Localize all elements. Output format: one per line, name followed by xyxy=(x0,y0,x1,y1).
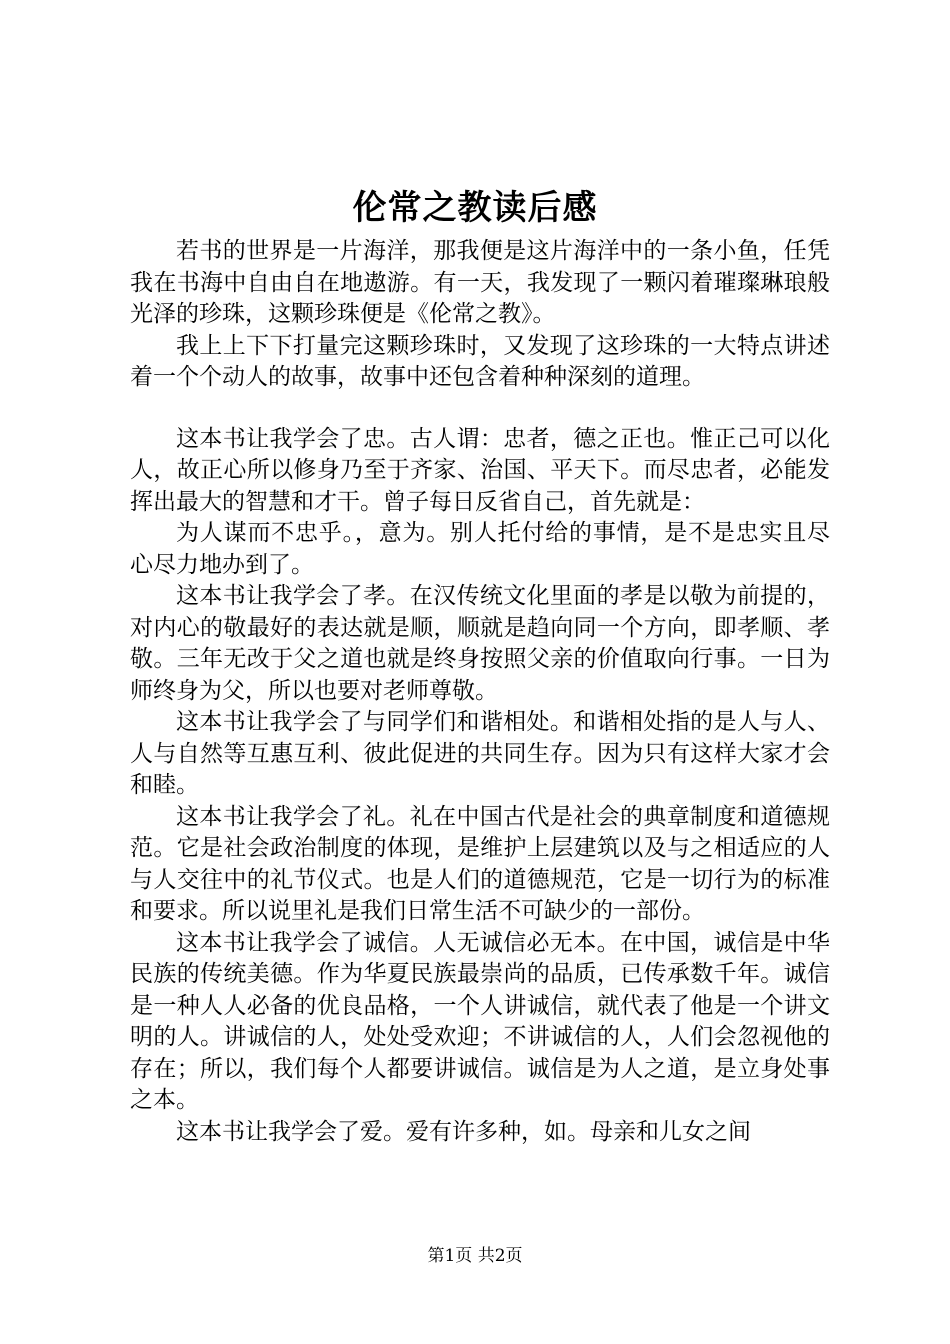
paragraph-1: 若书的世界是一片海洋，那我便是这片海洋中的一条小鱼，任凭我在书海中自由自在地遨游。有一天，我发现了一颗闪着璀璨琳琅般光泽的珍珠，这颗珍珠便是《伦常之教》。 xyxy=(130,238,830,327)
paragraph-6: 这本书让我学会了与同学们和谐相处。和谐相处指的是人与人、人与自然等互惠互利、彼此促进的共同生存。因为只有这样大家才会和睦。 xyxy=(130,709,830,798)
document-body xyxy=(130,236,830,1148)
paragraph-7: 这本书让我学会了礼。礼在中国古代是社会的典章制度和道德规范。它是社会政治制度的体现，是维护上层建筑以及与之相适应的人与人交往中的礼节仪式。也是人们的道德规范，它是一切行为的标准和要求。所以说里礼是我们日常生活不可缺少的一部份。 xyxy=(130,803,830,924)
document-title: 伦常之教读后感 xyxy=(352,188,598,228)
paragraph-4: 为人谋而不忠乎。，意为。别人托付给的事情，是不是忠实且尽心尽力地办到了。 xyxy=(130,520,830,578)
paragraph-5: 这本书让我学会了孝。在汉传统文化里面的孝是以敬为前提的，对内心的敬最好的表达就是顺，顺就是趋向同一个方向，即孝顺、孝敬。三年无改于父之道也就是终身按照父亲的价值取向行事。一日为师终身为父，所以也要对老师尊敬。 xyxy=(130,583,830,704)
paragraph-2: 我上上下下打量完这颗珍珠时，又发现了这珍珠的一大特点讲述着一个个动人的故事，故事中还包含着种种深刻的道理。 xyxy=(130,332,830,390)
paragraph-8: 这本书让我学会了诚信。人无诚信必无本。在中国，诚信是中华民族的传统美德。作为华夏民族最崇尚的品质，已传承数千年。诚信是一种人人必备的优良品格，一个人讲诚信，就代表了他是一个讲文明的人。讲诚信的人，处处受欢迎；不讲诚信的人，人们会忽视他的存在；所以，我们每个人都要讲诚信。诚信是为人之道，是立身处事之本。 xyxy=(130,929,830,1113)
paragraph-9: 这本书让我学会了爱。爱有许多种，如。母亲和儿女之间 xyxy=(176,1118,751,1145)
page-number-footer: 第1页 共2页 xyxy=(427,1246,523,1266)
paragraph-3: 这本书让我学会了忠。古人谓：忠者，德之正也。惟正己可以化人，故正心所以修身乃至于齐家、治国、平天下。而尽忠者，必能发挥出最大的智慧和才干。曾子每日反省自己，首先就是： xyxy=(130,425,830,515)
